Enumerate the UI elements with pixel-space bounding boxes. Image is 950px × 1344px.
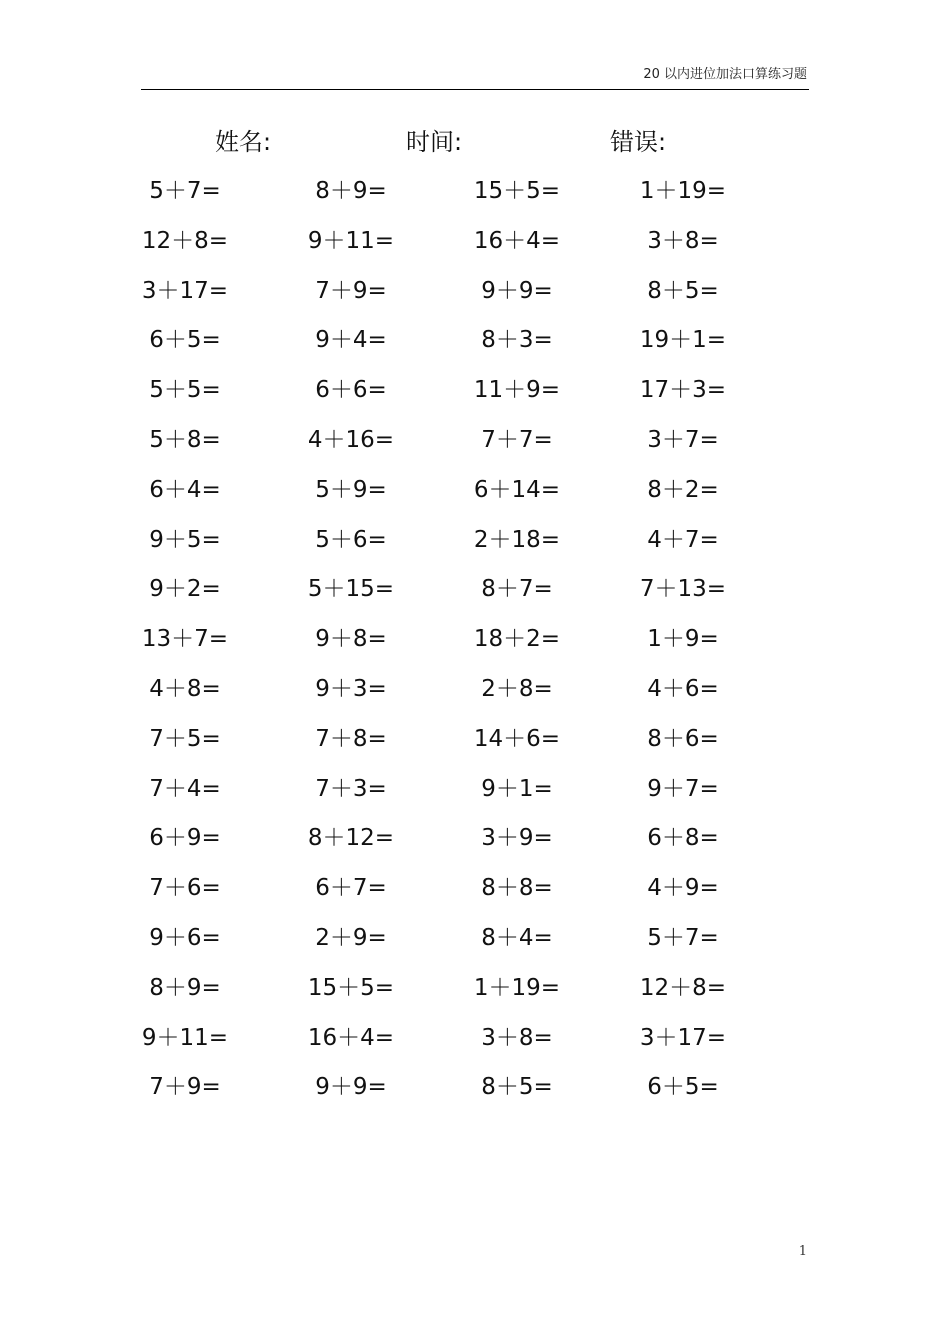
problem-r2-c1: 12＋8=: [141, 227, 229, 254]
page-number: 1: [798, 1244, 807, 1259]
problem-r16-c4: 5＋7=: [647, 925, 719, 951]
problem-r9-c4: 7＋13=: [639, 576, 727, 603]
problem-r14-c4: 6＋8=: [647, 825, 719, 852]
problem-r19-c4: 6＋5=: [647, 1074, 719, 1101]
problem-r1-c2: 8＋9=: [315, 178, 387, 204]
problem-r1-c3: 15＋5=: [473, 178, 561, 204]
problem-r3-c2: 7＋9=: [315, 277, 387, 304]
problem-r18-c1: 9＋11=: [141, 1024, 229, 1051]
problem-r17-c1: 8＋9=: [149, 974, 221, 1001]
problem-r4-c4: 19＋1=: [639, 327, 727, 354]
problem-r15-c3: 8＋8=: [481, 875, 553, 902]
header-divider: [141, 89, 809, 90]
problem-r17-c3: 1＋19=: [473, 974, 561, 1001]
worksheet-header-title: 20 以内进位加法口算练习题: [643, 67, 807, 82]
errors-label: 错误:: [610, 128, 667, 156]
problem-r9-c3: 8＋7=: [481, 576, 553, 603]
problem-r13-c1: 7＋4=: [149, 775, 221, 802]
problem-r15-c2: 6＋7=: [315, 875, 387, 902]
time-label: 时间:: [406, 128, 463, 156]
problem-r10-c2: 9＋8=: [315, 626, 387, 653]
problem-r7-c1: 6＋4=: [149, 476, 221, 503]
problem-r5-c3: 11＋9=: [473, 377, 561, 404]
problem-r10-c1: 13＋7=: [141, 626, 229, 653]
problem-r1-c1: 5＋7=: [149, 178, 221, 204]
problem-r18-c3: 3＋8=: [481, 1024, 553, 1051]
problem-r7-c2: 5＋9=: [315, 476, 387, 503]
problem-r14-c2: 8＋12=: [307, 825, 395, 852]
problem-r13-c2: 7＋3=: [315, 775, 387, 802]
problem-r8-c4: 4＋7=: [647, 526, 719, 553]
problem-r11-c1: 4＋8=: [149, 676, 221, 702]
problem-r8-c2: 5＋6=: [315, 526, 387, 553]
problem-r11-c4: 4＋6=: [647, 676, 719, 702]
problem-r5-c1: 5＋5=: [149, 377, 221, 404]
problem-r19-c3: 8＋5=: [481, 1074, 553, 1101]
problem-r2-c2: 9＋11=: [307, 227, 395, 254]
problem-r7-c4: 8＋2=: [647, 476, 719, 503]
problem-r4-c2: 9＋4=: [315, 327, 387, 354]
problem-r3-c4: 8＋5=: [647, 277, 719, 304]
problem-r17-c4: 12＋8=: [639, 974, 727, 1001]
problem-r3-c3: 9＋9=: [481, 277, 553, 304]
problem-r15-c4: 4＋9=: [647, 875, 719, 902]
problem-r7-c3: 6＋14=: [473, 476, 561, 503]
problem-r16-c1: 9＋6=: [149, 925, 221, 951]
problem-r18-c2: 16＋4=: [307, 1024, 395, 1051]
problem-r16-c2: 2＋9=: [315, 925, 387, 951]
problem-r19-c2: 9＋9=: [315, 1074, 387, 1101]
problem-r12-c4: 8＋6=: [647, 725, 719, 752]
problem-r17-c2: 15＋5=: [307, 974, 395, 1001]
problem-r15-c1: 7＋6=: [149, 875, 221, 902]
problem-r8-c1: 9＋5=: [149, 526, 221, 553]
problem-r9-c2: 5＋15=: [307, 576, 395, 603]
problem-r14-c1: 6＋9=: [149, 825, 221, 852]
problem-r13-c4: 9＋7=: [647, 775, 719, 802]
problem-r18-c4: 3＋17=: [639, 1024, 727, 1051]
problem-r9-c1: 9＋2=: [149, 576, 221, 603]
problem-r2-c4: 3＋8=: [647, 227, 719, 254]
problem-r12-c1: 7＋5=: [149, 725, 221, 752]
problem-r19-c1: 7＋9=: [149, 1074, 221, 1101]
problem-r11-c2: 9＋3=: [315, 676, 387, 702]
problem-r6-c2: 4＋16=: [307, 427, 395, 453]
problem-r8-c3: 2＋18=: [473, 526, 561, 553]
problem-r10-c3: 18＋2=: [473, 626, 561, 653]
problem-r1-c4: 1＋19=: [639, 178, 727, 204]
problem-r12-c3: 14＋6=: [473, 725, 561, 752]
problem-r4-c3: 8＋3=: [481, 327, 553, 354]
problem-r4-c1: 6＋5=: [149, 327, 221, 354]
problem-r12-c2: 7＋8=: [315, 725, 387, 752]
problem-r10-c4: 1＋9=: [647, 626, 719, 653]
name-label: 姓名:: [215, 128, 272, 156]
problem-r2-c3: 16＋4=: [473, 227, 561, 254]
problem-r13-c3: 9＋1=: [481, 775, 553, 802]
problem-r14-c3: 3＋9=: [481, 825, 553, 852]
problem-r6-c4: 3＋7=: [647, 427, 719, 453]
problem-r11-c3: 2＋8=: [481, 676, 553, 702]
problem-r6-c1: 5＋8=: [149, 427, 221, 453]
problem-r3-c1: 3＋17=: [141, 277, 229, 304]
problem-r16-c3: 8＋4=: [481, 925, 553, 951]
problem-r5-c2: 6＋6=: [315, 377, 387, 404]
problem-r5-c4: 17＋3=: [639, 377, 727, 404]
problem-r6-c3: 7＋7=: [481, 427, 553, 453]
